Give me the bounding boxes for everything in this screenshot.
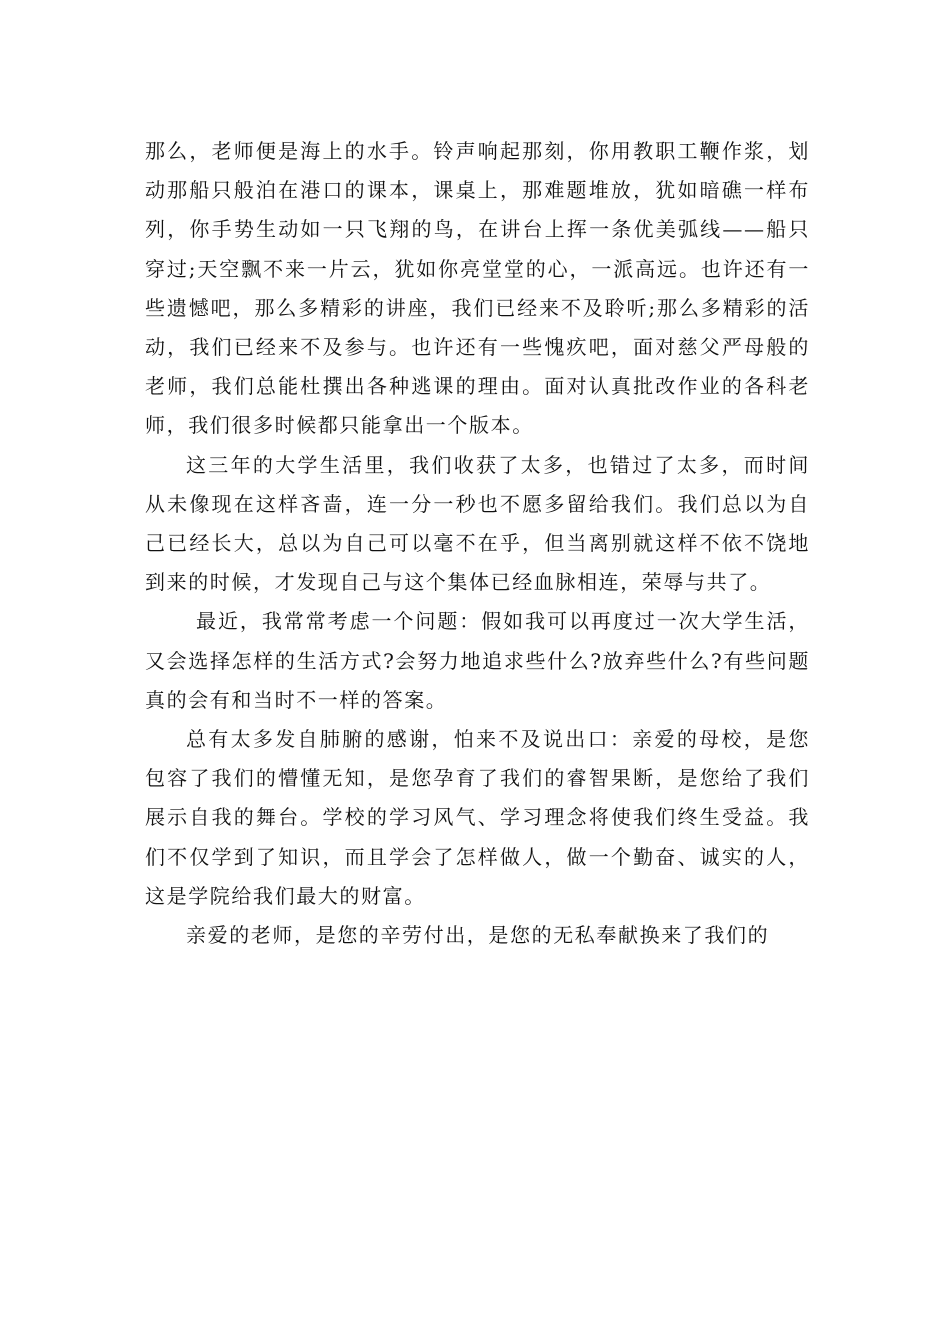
paragraph-thanks-teacher: 亲爱的老师，是您的辛劳付出，是您的无私奉献换来了我们的 <box>186 923 770 948</box>
document-body <box>145 132 810 955</box>
paragraph-teacher-sailor: 那么，老师便是海上的水手。铃声响起那刻，你用教职工鞭作浆，划动那船只般泊在港口的课本，课桌上，那难题堆放，犹如暗礁一样布列，你手势生动如一只飞翔的鸟，在讲台上挥一条优美弧线——船只穿过;天空飘不来一片云，犹如你亮堂堂的心，一派高远。也许还有一些遗憾吧，那么多精彩的讲座，我们已经来不及聆听;那么多精彩的活动，我们已经来不及参与。也许还有一些愧疚吧，面对慈父严母般的老师，我们总能杜撰出各种逃课的理由。面对认真批改作业的各科老师，我们很多时候都只能拿出一个版本。 <box>145 139 810 438</box>
paragraph-three-years: 这三年的大学生活里，我们收获了太多，也错过了太多，而时间从未像现在这样吝啬，连一分一秒也不愿多留给我们。我们总以为自己已经长大，总以为自己可以毫不在乎，但当离别就这样不依不饶地到来的时候，才发现自己与这个集体已经血脉相连，荣辱与共了。 <box>145 452 810 595</box>
paragraph-thanks-school: 总有太多发自肺腑的感谢，怕来不及说出口：亲爱的母校，是您包容了我们的懵懂无知，是您孕育了我们的睿智果断，是您给了我们展示自我的舞台。学校的学习风气、学习理念将使我们终生受益。我们不仅学到了知识，而且学会了怎样做人，做一个勤奋、诚实的人，这是学院给我们最大的财富。 <box>145 727 810 908</box>
paragraph-recent-thoughts: 最近，我常常考虑一个问题：假如我可以再度过一次大学生活，又会选择怎样的生活方式?会努力地追求些什么?放弃些什么?有些问题真的会有和当时不一样的答案。 <box>145 609 810 712</box>
